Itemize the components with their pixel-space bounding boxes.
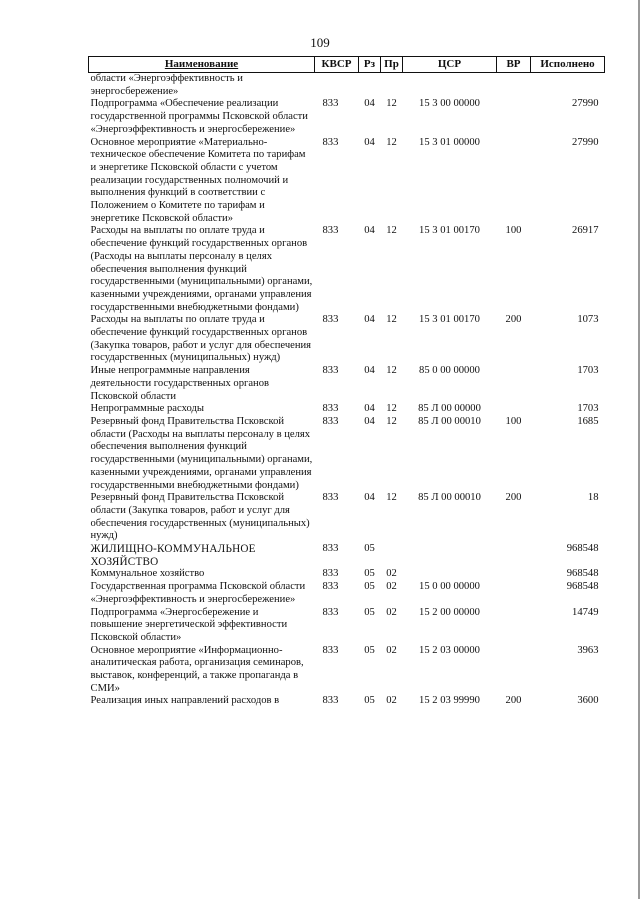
cell-isp: 18 [587,492,599,504]
cell-kvsr: 833 [322,403,339,415]
header-vr: ВР [497,57,531,73]
cell-name: ЖИЛИЩНО-КОММУНАЛЬНОЕ ХОЗЯЙСТВО [90,543,256,568]
cell-name: Основное мероприятие «Материально-техническое обеспечение Комитета по тарифам и энергетике Псковской области с учетом реализации государственных полномочий и выполнения функций в соответствии с Положением о Комитете по тарифам и энергетике Псковской области» [90,136,306,224]
table-row [89,568,605,581]
cell-kvsr: 833 [322,98,339,110]
cell-pr: 12 [386,98,397,110]
cell-name: Расходы на выплаты по оплате труда и обеспечение функций государственных органов (Закупка товаров, работ и услуг для обеспечения государственных (муниципальных) нужд) [90,314,312,364]
table-header-row [89,57,605,73]
cell-rz: 04 [364,403,375,415]
cell-name: Реализация иных направлений расходов в [90,695,280,707]
cell-vr: 100 [505,415,522,427]
cell-isp: 26917 [572,225,599,237]
table-row [89,403,605,416]
table-row [89,695,605,708]
cell-kvsr: 833 [322,543,339,555]
cell-pr: 12 [386,314,397,326]
cell-pr: 02 [386,581,397,593]
cell-pr: 02 [386,606,397,618]
header-name: Наименование [89,57,315,73]
cell-vr: 200 [505,492,522,504]
cell-vr: 200 [505,314,522,326]
cell-name: Расходы на выплаты по оплате труда и обеспечение функций государственных органов (Расходы на выплаты персоналу в целях обеспечения выполнения функций государственными (муниципальными) органами, казенными учреждениями, органами управления государственными внебюджетными фондами) [90,225,313,313]
cell-name: Непрограммные расходы [90,403,204,415]
cell-csr: 15 2 00 00000 [419,606,480,618]
cell-rz: 04 [364,98,375,110]
cell-rz [359,73,381,99]
cell-isp [531,73,605,99]
cell-name: Основное мероприятие «Информационно-аналитическая работа, организация семинаров, выставок, конференций, а также пропаганда в СМИ» [90,644,304,694]
header-kvsr: КВСР [315,57,359,73]
cell-pr: 12 [386,136,397,148]
cell-kvsr: 833 [322,225,339,237]
cell-name: Подпрограмма «Энергосбережение и повышение энергетической эффективности Псковской области» [90,606,288,643]
budget-table [88,56,605,708]
cell-pr: 12 [386,415,397,427]
table-row [89,365,605,403]
table-row [89,314,605,365]
cell-rz: 05 [364,644,375,656]
cell-vr [497,73,531,99]
cell-pr [381,73,403,99]
cell-csr: 85 0 00 00000 [419,365,480,377]
cell-csr: 85 Л 00 00000 [418,403,481,415]
cell-kvsr: 833 [322,415,339,427]
table-row [89,543,605,568]
header-csr: ЦСР [403,57,497,73]
cell-pr: 12 [386,403,397,415]
cell-rz: 05 [364,581,375,593]
cell-isp: 1073 [577,314,599,326]
table-row [89,225,605,314]
cell-name: Подпрограмма «Обеспечение реализации государственной программы Псковской области «Энергоэффективность и энергосбережение» [90,98,308,135]
cell-isp: 1703 [577,365,599,377]
cell-rz: 04 [364,492,375,504]
header-pr: Пр [381,57,403,73]
cell-vr: 200 [505,695,522,707]
cell-vr [497,98,531,136]
cell-vr [497,137,531,226]
table-row [89,73,605,99]
cell-csr [403,73,497,99]
cell-pr: 12 [386,225,397,237]
cell-rz: 04 [364,314,375,326]
cell-pr: 02 [386,695,397,707]
table-row [89,581,605,606]
cell-isp: 968548 [566,568,599,580]
cell-name: Иные непрограммные направления деятельности государственных органов Псковской области [90,365,270,402]
cell-pr: 12 [386,492,397,504]
cell-kvsr [315,73,359,99]
cell-kvsr: 833 [322,136,339,148]
cell-csr: 15 3 01 00170 [419,314,480,326]
cell-csr [403,568,497,581]
cell-isp: 1685 [577,415,599,427]
cell-name: области «Энергоэффективность и энергосбережение» [90,73,243,97]
cell-rz: 05 [364,695,375,707]
cell-vr: 100 [505,225,522,237]
table-body [89,73,605,709]
cell-kvsr: 833 [322,695,339,707]
table-row [89,137,605,226]
cell-rz: 04 [364,225,375,237]
cell-vr [497,581,531,606]
cell-kvsr: 833 [322,365,339,377]
cell-pr: 12 [386,365,397,377]
header-isp: Исполнено [531,57,605,73]
cell-csr: 15 3 00 00000 [419,98,480,110]
cell-vr [497,365,531,403]
cell-csr: 15 0 00 00000 [419,581,480,593]
table-row [89,607,605,645]
cell-kvsr: 833 [322,492,339,504]
cell-vr [497,645,531,696]
cell-pr: 02 [386,568,397,580]
header-rz: Рз [359,57,381,73]
cell-vr [497,403,531,416]
cell-csr [403,543,497,568]
cell-name: Резервный фонд Правительства Псковской области (Закупка товаров, работ и услуг для обеспечения государственных (муниципальных) нужд) [90,492,310,542]
cell-kvsr: 833 [322,314,339,326]
cell-vr [497,568,531,581]
cell-kvsr: 833 [322,606,339,618]
cell-isp: 968548 [566,581,599,593]
cell-isp: 27990 [572,136,599,148]
cell-vr [497,543,531,568]
cell-name: Государственная программа Псковской области «Энергоэффективность и энергосбережение» [90,581,306,605]
cell-rz: 04 [364,136,375,148]
cell-rz: 05 [364,543,375,555]
cell-kvsr: 833 [322,644,339,656]
cell-rz: 05 [364,568,375,580]
cell-csr: 85 Л 00 00010 [418,415,481,427]
page-number: 109 [310,35,330,50]
cell-csr: 15 2 03 00000 [419,644,480,656]
cell-isp: 3600 [577,695,599,707]
cell-isp: 3963 [577,644,599,656]
cell-rz: 05 [364,606,375,618]
cell-isp: 27990 [572,98,599,110]
cell-isp: 1703 [577,403,599,415]
cell-kvsr: 833 [322,581,339,593]
cell-pr: 02 [386,644,397,656]
cell-rz: 04 [364,415,375,427]
table-row [89,492,605,543]
cell-name: Коммунальное хозяйство [90,568,205,580]
table-row [89,645,605,696]
cell-vr [497,607,531,645]
cell-csr: 15 3 01 00170 [419,225,480,237]
table-row [89,416,605,492]
cell-name: Резервный фонд Правительства Псковской области (Расходы на выплаты персоналу в целях обеспечения выполнения функций государственными (муниципальными) органами, казенными учреждениями, органами управления государственными внебюджетными фондами) [90,415,313,491]
cell-csr: 85 Л 00 00010 [418,492,481,504]
cell-csr: 15 3 01 00000 [419,136,480,148]
cell-isp: 968548 [566,543,599,555]
cell-csr: 15 2 03 99990 [419,695,480,707]
cell-rz: 04 [364,365,375,377]
cell-kvsr: 833 [322,568,339,580]
cell-isp: 14749 [572,606,599,618]
cell-pr [381,543,403,568]
table-row [89,98,605,136]
